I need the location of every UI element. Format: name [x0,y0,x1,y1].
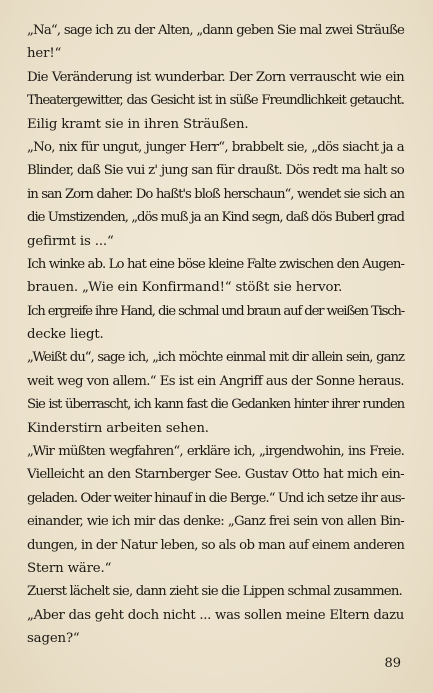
text-line: „Wir müßten wegfahren“, erkläre ich, „irgendwohin, ins Freie. [27,444,404,460]
text-line: Ich ergreife ihre Hand, die schmal und braun auf der weißen Tisch- [27,303,404,319]
text-line: Sie ist überrascht, ich kann fast die Gedanken hinter ihrer runden [27,397,404,413]
text-line: „Na“, sage ich zu der Alten, „dann geben Sie mal zwei Sträuße [27,23,404,38]
text-line: gefirmt is ...“ [27,233,114,249]
text-line: „Aber das geht doch nicht ... was sollen meine Eltern dazu [27,607,404,623]
text-line: sagen?“ [27,631,80,647]
text-line: Theatergewitter, das Gesicht ist in süße Freundlichkeit getaucht. [27,93,404,109]
page-number: 89 [384,656,401,671]
text-line: Stern wäre.“ [27,560,112,576]
text-line: Ich winke ab. Lo hat eine böse kleine Falte zwischen den Augen- [27,256,404,272]
text-line: her!“ [27,46,62,62]
text-line: „Weißt du“, sage ich, „ich möchte einmal mit dir allein sein, ganz [27,350,404,366]
text-line: dungen, in der Natur leben, so als ob man auf einem anderen [27,537,405,553]
text-line: „No, nix für ungut, junger Herr“, brabbelt sie, „dös siacht ja a [27,139,404,155]
body-text [27,19,404,651]
text-line: decke liegt. [27,327,104,343]
text-line: die Umstizenden, „dös muß ja an Kind segn, daß dös Buberl grad [27,210,404,226]
text-line: Eilig kramt sie in ihren Sträußen. [27,116,249,132]
text-line: Kinderstirn arbeiten sehen. [27,420,209,436]
text-line: Blinder, daß Sie vui z' jung san für draußt. Dös redt ma halt so [27,163,404,179]
text-line: in san Zorn daher. Do haßt's bloß herschaun“, wendet sie sich an [27,186,404,202]
text-line: geladen. Oder weiter hinauf in die Berge.“ Und ich setze ihr aus- [27,490,405,506]
text-line: Die Veränderung ist wunderbar. Der Zorn verrauscht wie ein [27,69,404,85]
text-line: brauen. „Wie ein Konfirmand!“ stößt sie hervor. [27,280,343,296]
text-line: weit weg von allem.“ Es ist ein Angriff aus der Sonne heraus. [27,373,404,389]
text-line: einander, wie ich mir das denke: „Ganz frei sein von allen Bin- [27,514,404,530]
text-line: Zuerst lächelt sie, dann zieht sie die Lippen schmal zusammen. [27,584,402,600]
text-line: Vielleicht an den Starnberger See. Gustav Otto hat mich ein- [27,467,404,483]
